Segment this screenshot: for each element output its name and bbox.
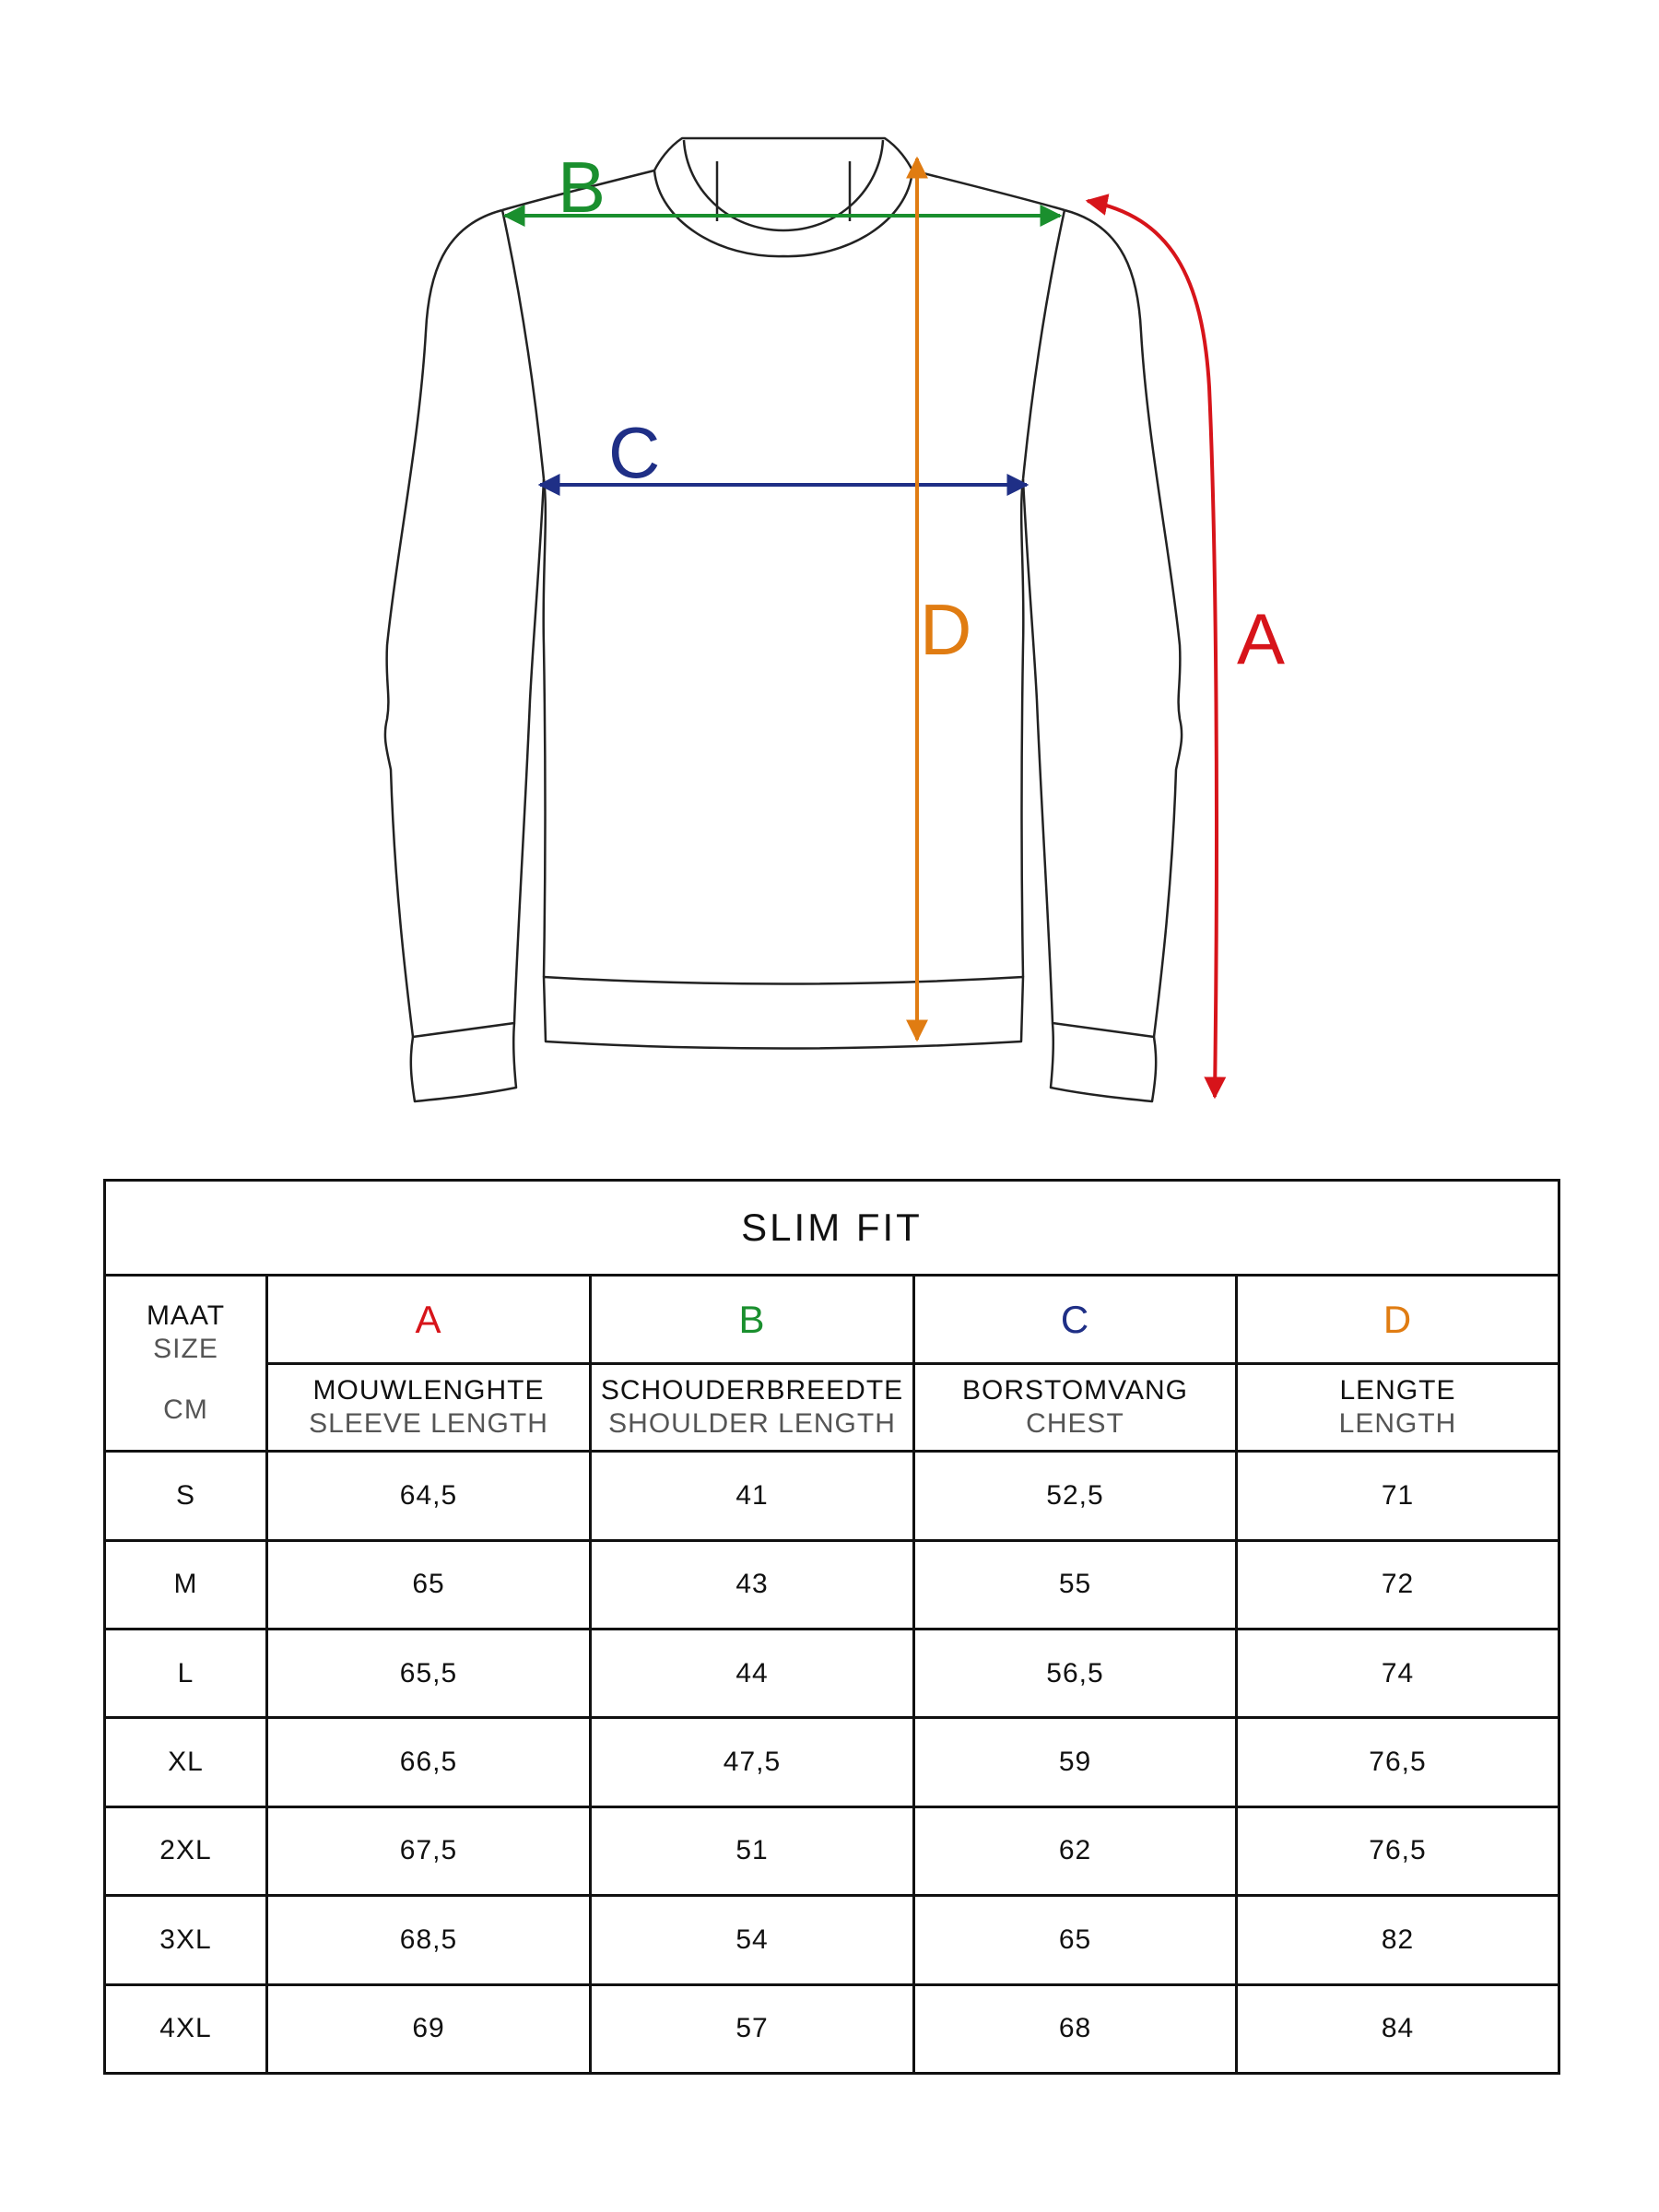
table-row [105, 1452, 1559, 1540]
cell-value: 84 [1237, 1984, 1559, 2073]
label-b: B [558, 147, 606, 228]
cell-value: 52,5 [914, 1452, 1237, 1540]
cell-value: 72 [1237, 1540, 1559, 1629]
column-letter-d: D [1237, 1276, 1559, 1363]
row-size: 4XL [105, 1984, 267, 2073]
table-row [105, 1540, 1559, 1629]
column-name-row [105, 1363, 1559, 1451]
cell-value: 65 [267, 1540, 591, 1629]
cell-value: 68 [914, 1984, 1237, 2073]
size-header-nl: MAAT [146, 1300, 226, 1332]
cell-value: 56,5 [914, 1629, 1237, 1717]
column-name-en: SLEEVE LENGTH [309, 1408, 548, 1439]
size-header-en: SIZE [153, 1334, 218, 1365]
table-title-row [105, 1181, 1559, 1276]
table-row [105, 1896, 1559, 1984]
cell-value: 69 [267, 1984, 591, 2073]
cell-value: 68,5 [267, 1896, 591, 1984]
cell-value: 47,5 [591, 1718, 914, 1806]
cell-value: 67,5 [267, 1806, 591, 1895]
label-c: C [608, 412, 661, 493]
cell-value: 43 [591, 1540, 914, 1629]
hem [544, 977, 1023, 1049]
column-name-en: CHEST [1026, 1408, 1124, 1439]
row-size: XL [105, 1718, 267, 1806]
size-chart-table [103, 1179, 1560, 2075]
cell-value: 54 [591, 1896, 914, 1984]
row-size: M [105, 1540, 267, 1629]
size-header-unit: CM [163, 1394, 208, 1426]
table-row [105, 1718, 1559, 1806]
cell-value: 65,5 [267, 1629, 591, 1717]
size-header [105, 1276, 267, 1452]
column-name-nl: SCHOUDERBREEDTE [600, 1375, 904, 1406]
table-row [105, 1806, 1559, 1895]
cell-value: 82 [1237, 1896, 1559, 1984]
cell-value: 62 [914, 1806, 1237, 1895]
cell-value: 51 [591, 1806, 914, 1895]
column-name-nl: LENGTE [1339, 1375, 1456, 1406]
cell-value: 41 [591, 1452, 914, 1540]
row-size: L [105, 1629, 267, 1717]
label-d: D [920, 589, 972, 670]
cell-value: 64,5 [267, 1452, 591, 1540]
row-size: S [105, 1452, 267, 1540]
measure-a-arrow [1088, 201, 1217, 1097]
letter-header-row [105, 1276, 1559, 1363]
cell-value: 59 [914, 1718, 1237, 1806]
column-header-d [1237, 1363, 1559, 1451]
column-name-nl: MOUWLENGHTE [312, 1375, 545, 1406]
cell-value: 65 [914, 1896, 1237, 1984]
column-name-nl: BORSTOMVANG [962, 1375, 1188, 1406]
right-sleeve [1023, 210, 1182, 1037]
column-letter-a: A [267, 1276, 591, 1363]
label-a: A [1237, 598, 1286, 679]
column-name-en: SHOULDER LENGTH [608, 1408, 896, 1439]
column-header-c [914, 1363, 1237, 1451]
cell-value: 74 [1237, 1629, 1559, 1717]
cell-value: 66,5 [267, 1718, 591, 1806]
column-header-b [591, 1363, 914, 1451]
table-title: SLIM FIT [105, 1181, 1559, 1276]
cell-value: 76,5 [1237, 1718, 1559, 1806]
table-row [105, 1629, 1559, 1717]
cell-value: 71 [1237, 1452, 1559, 1540]
table-row [105, 1984, 1559, 2073]
cell-value: 55 [914, 1540, 1237, 1629]
row-size: 2XL [105, 1806, 267, 1895]
left-sleeve [385, 210, 544, 1037]
cell-value: 44 [591, 1629, 914, 1717]
column-name-en: LENGTH [1338, 1408, 1457, 1439]
collar [654, 138, 912, 256]
cell-value: 57 [591, 1984, 914, 2073]
row-size: 3XL [105, 1896, 267, 1984]
sweater-outline [385, 138, 1182, 1101]
cell-value: 76,5 [1237, 1806, 1559, 1895]
column-header-a [267, 1363, 591, 1451]
column-letter-b: B [591, 1276, 914, 1363]
column-letter-c: C [914, 1276, 1237, 1363]
